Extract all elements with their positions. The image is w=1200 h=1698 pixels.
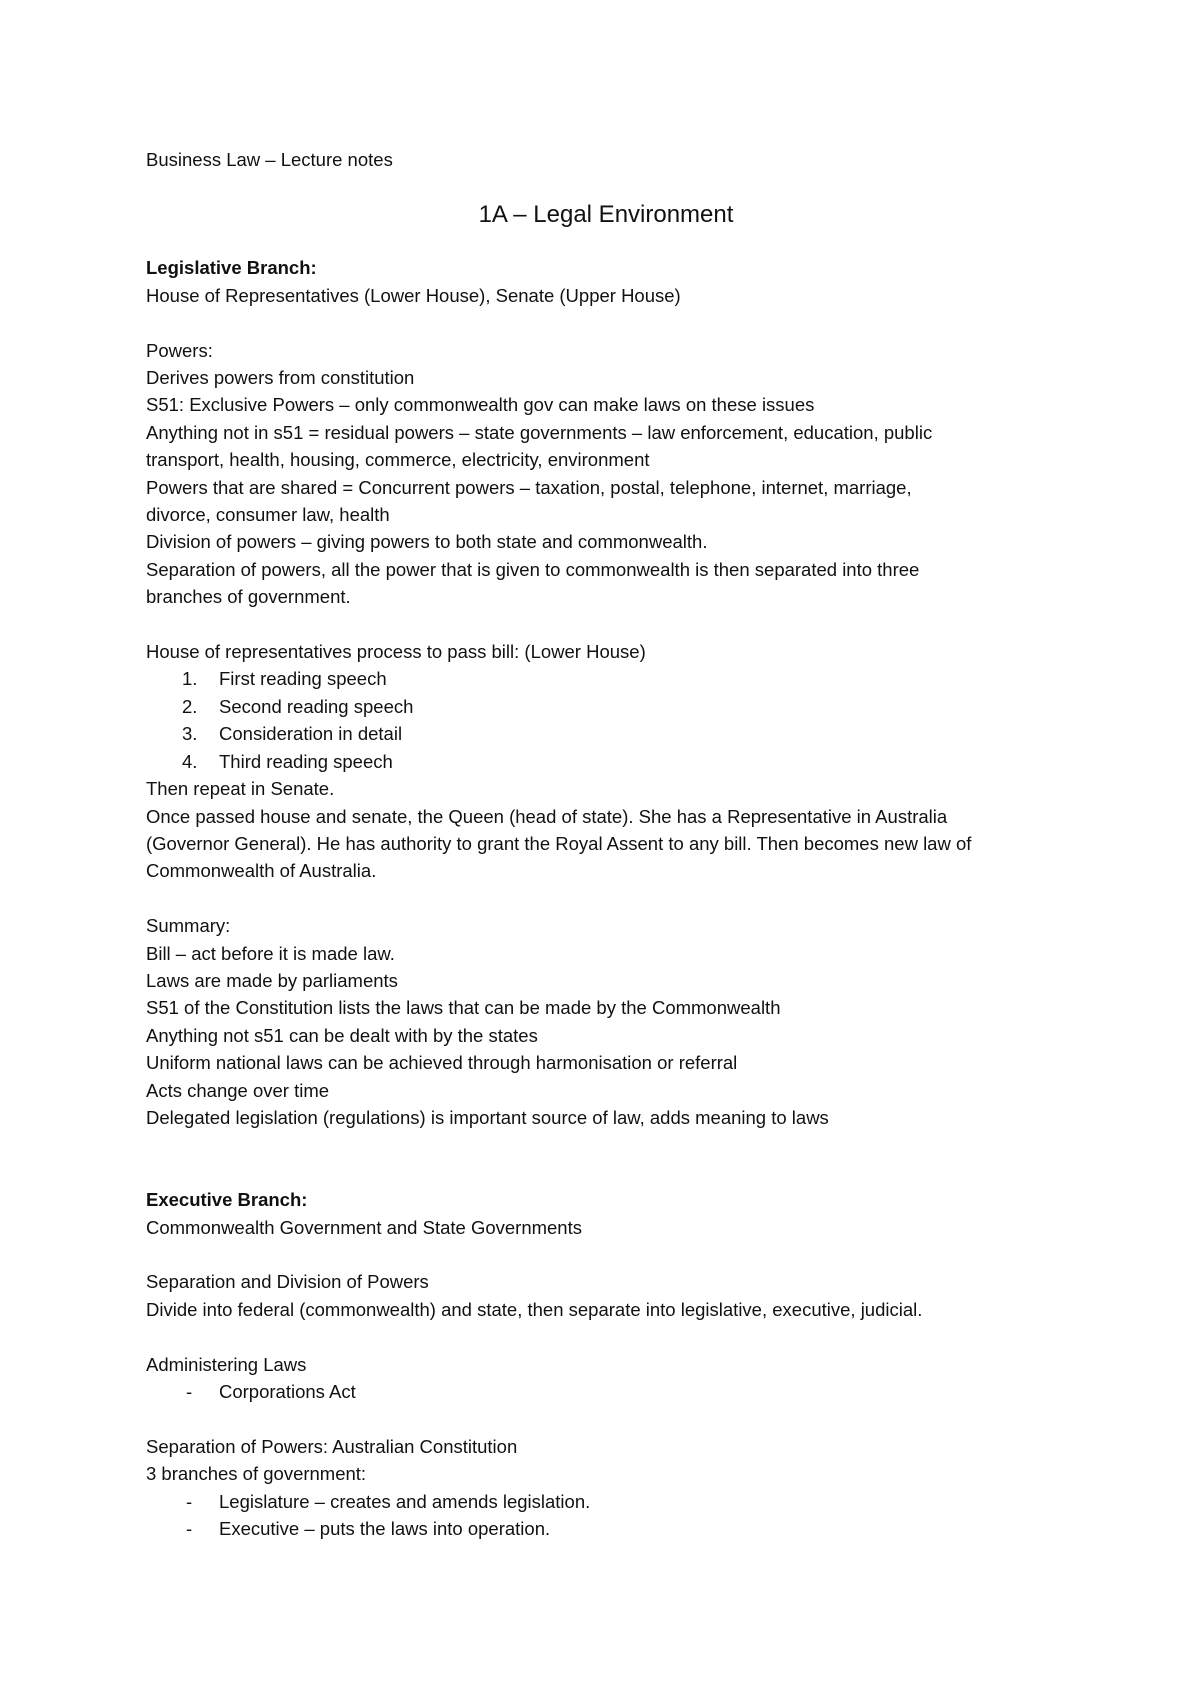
branches-label: 3 branches of government: xyxy=(146,1463,367,1485)
powers-label: Powers: xyxy=(146,339,213,361)
admin-list xyxy=(146,1378,1066,1405)
powers-line: branches of government. xyxy=(146,586,351,608)
list-item-text: Consideration in detail xyxy=(219,723,403,745)
document-title: 1A – Legal Environment xyxy=(478,201,734,229)
summary-line: Delegated legislation (regulations) is important source of law, adds meaning to laws xyxy=(146,1106,829,1128)
list-number: 4. xyxy=(182,750,198,772)
powers-line: transport, health, housing, commerce, electricity, environment xyxy=(146,449,650,471)
sep-powers-label: Separation of Powers: Australian Constitution xyxy=(146,1435,518,1457)
powers-line: Division of powers – giving powers to both state and commonwealth. xyxy=(146,531,708,553)
summary-line: Uniform national laws can be achieved through harmonisation or referral xyxy=(146,1052,738,1074)
branches-list xyxy=(146,1488,1066,1543)
summary-line: Bill – act before it is made law. xyxy=(146,942,395,964)
list-number: 1. xyxy=(182,668,198,690)
process-after-line: Commonwealth of Australia. xyxy=(146,860,377,882)
list-item xyxy=(146,1515,1066,1542)
executive-section xyxy=(146,1186,1066,1542)
dash-bullet: - xyxy=(186,1517,193,1539)
list-item xyxy=(146,748,1066,775)
list-item-text: Third reading speech xyxy=(219,750,393,772)
executive-governments: Commonwealth Government and State Governments xyxy=(146,1216,582,1238)
list-item-text: Corporations Act xyxy=(219,1380,356,1402)
process-after-line: Once passed house and senate, the Queen (head of state). She has a Representative in Australia xyxy=(146,805,948,827)
powers-line: Separation of powers, all the power that is given to commonwealth is then separated into three xyxy=(146,558,920,580)
list-number: 2. xyxy=(182,695,198,717)
powers-line: divorce, consumer law, health xyxy=(146,504,390,526)
list-item xyxy=(146,693,1066,720)
list-item-text: First reading speech xyxy=(219,668,387,690)
legislative-houses: House of Representatives (Lower House), Senate (Upper House) xyxy=(146,284,681,306)
sep-div-text: Divide into federal (commonwealth) and state, then separate into legislative, executive, judicial. xyxy=(146,1298,923,1320)
list-item-text: Second reading speech xyxy=(219,695,414,717)
legislative-heading: Legislative Branch: xyxy=(146,257,317,279)
admin-label: Administering Laws xyxy=(146,1353,307,1375)
process-steps-list xyxy=(146,665,1066,775)
list-item-text: Executive – puts the laws into operation. xyxy=(219,1517,551,1539)
list-item xyxy=(146,665,1066,692)
powers-line: Derives powers from constitution xyxy=(146,367,415,389)
dash-bullet: - xyxy=(186,1490,193,1512)
dash-bullet: - xyxy=(186,1380,193,1402)
powers-line: S51: Exclusive Powers – only commonwealth gov can make laws on these issues xyxy=(146,394,815,416)
list-item-text: Legislature – creates and amends legislation. xyxy=(219,1490,591,1512)
summary-line: Acts change over time xyxy=(146,1079,330,1101)
process-after-line: Then repeat in Senate. xyxy=(146,778,335,800)
document-header: Business Law – Lecture notes xyxy=(146,149,393,170)
sep-div-label: Separation and Division of Powers xyxy=(146,1271,429,1293)
powers-line: Powers that are shared = Concurrent powers – taxation, postal, telephone, internet, marriage, xyxy=(146,476,912,498)
legislative-section xyxy=(146,254,1066,1131)
document-body xyxy=(146,146,1066,1542)
list-item xyxy=(146,720,1066,747)
executive-heading: Executive Branch: xyxy=(146,1189,308,1211)
process-intro: House of representatives process to pass bill: (Lower House) xyxy=(146,641,646,663)
list-item xyxy=(146,1378,1066,1405)
summary-line: S51 of the Constitution lists the laws that can be made by the Commonwealth xyxy=(146,997,781,1019)
list-item xyxy=(146,1488,1066,1515)
list-number: 3. xyxy=(182,723,198,745)
process-after-line: (Governor General). He has authority to grant the Royal Assent to any bill. Then becomes new law of xyxy=(146,832,972,854)
summary-line: Laws are made by parliaments xyxy=(146,969,398,991)
summary-line: Anything not s51 can be dealt with by the states xyxy=(146,1024,538,1046)
powers-line: Anything not in s51 = residual powers – state governments – law enforcement, education, public xyxy=(146,421,933,443)
summary-label: Summary: xyxy=(146,915,231,937)
